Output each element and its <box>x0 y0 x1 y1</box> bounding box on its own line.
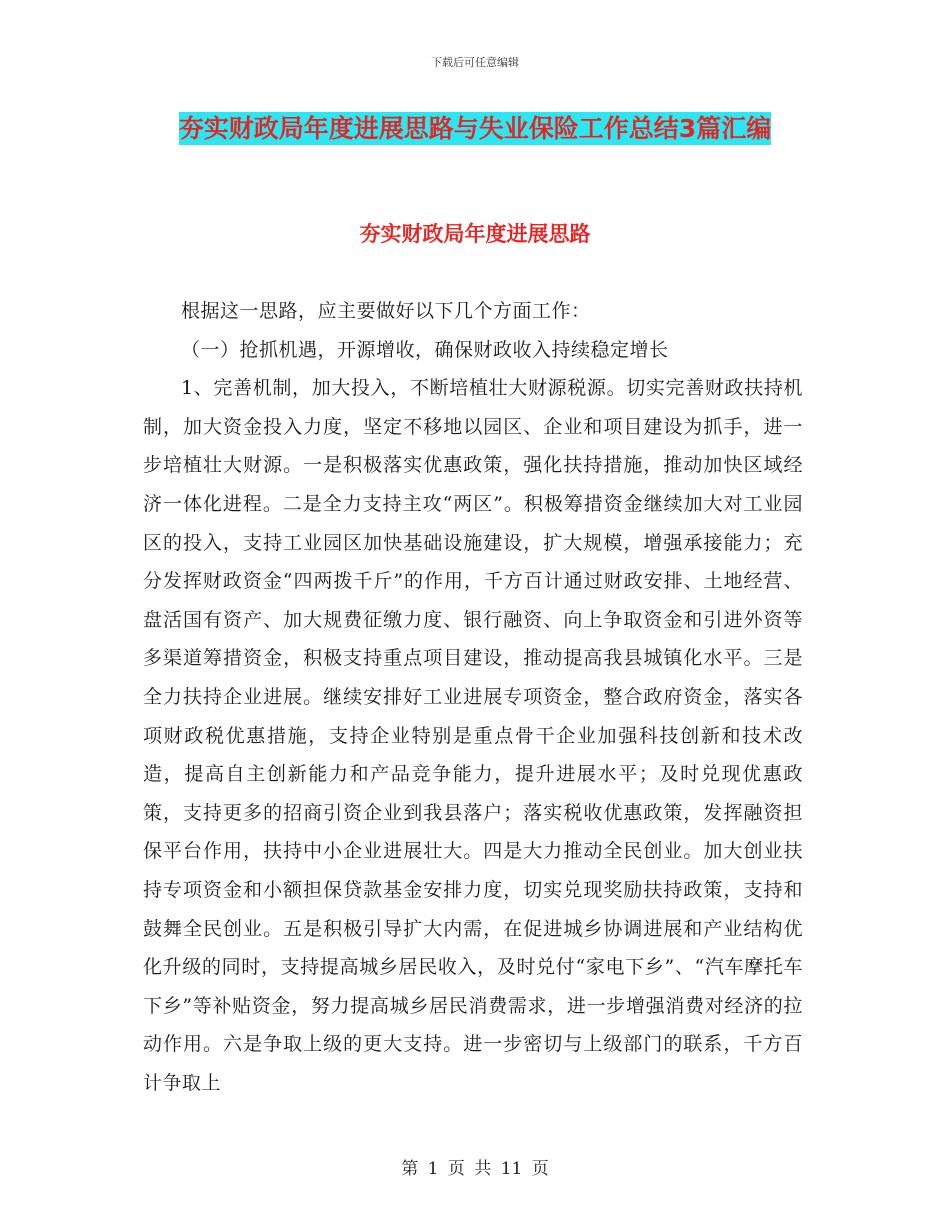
paragraph: 1、完善机制，加大投入，不断培植壮大财源税源。切实完善财政扶持机制，加大资金投入力度，坚定不移地以园区、企业和项目建设为抓手，进一步培植壮大财源。一是积极落实优惠政策，强化扶持措施，推动加快区域经济一体化进程。二是全力支持主攻“两区”。积极筹措资金继续加大对工业园区的投入，支持工业园区加快基础设施建设，扩大规模，增强承接能力；充分发挥财政资金“四两拨千斤”的作用，千方百计通过财政安排、土地经营、盘活国有资产、加大规费征缴力度、银行融资、向上争取资金和引进外资等多渠道筹措资金，积极支持重点项目建设，推动提高我县城镇化水平。三是全力扶持企业进展。继续安排好工业进展专项资金，整合政府资金，落实各项财政税优惠措施，支持企业特别是重点骨干企业加强科技创新和技术改造，提高自主创新能力和产品竞争能力，提升进展水平；及时兑现优惠政策，支持更多的招商引资企业到我县落户；落实税收优惠政策，发挥融资担保平台作用，扶持中小企业进展壮大。四是大力推动全民创业。加大创业扶持专项资金和小额担保贷款基金安排力度，切实兑现奖励扶持政策，支持和鼓舞全民创业。五是积极引导扩大内需，在促进城乡协调进展和产业结构优化升级的同时，支持提高城乡居民收入，及时兑付“家电下乡”、“汽车摩托车下乡”等补贴资金，努力提高城乡居民消费需求，进一步增强消费对经济的拉动作用。六是争取上级的更大支持。进一步密切与上级部门的联系，千方百计争取上 <box>143 377 803 1094</box>
document-title-text: 夯实财政局年度进展思路与失业保险工作总结3篇汇编 <box>178 114 772 143</box>
page-number: 第 1 页 共 11 页 <box>401 1159 549 1179</box>
page-header-note: 下载后可任意编辑 <box>431 56 519 69</box>
paragraph: （一）抢抓机遇，开源增收，确保财政收入持续稳定增长 <box>181 338 669 361</box>
document-title <box>140 108 810 150</box>
document-body <box>143 292 803 1102</box>
paragraph: 根据这一思路，应主要做好以下几个方面工作： <box>181 300 591 322</box>
section-title: 夯实财政局年度进展思路 <box>359 222 591 246</box>
